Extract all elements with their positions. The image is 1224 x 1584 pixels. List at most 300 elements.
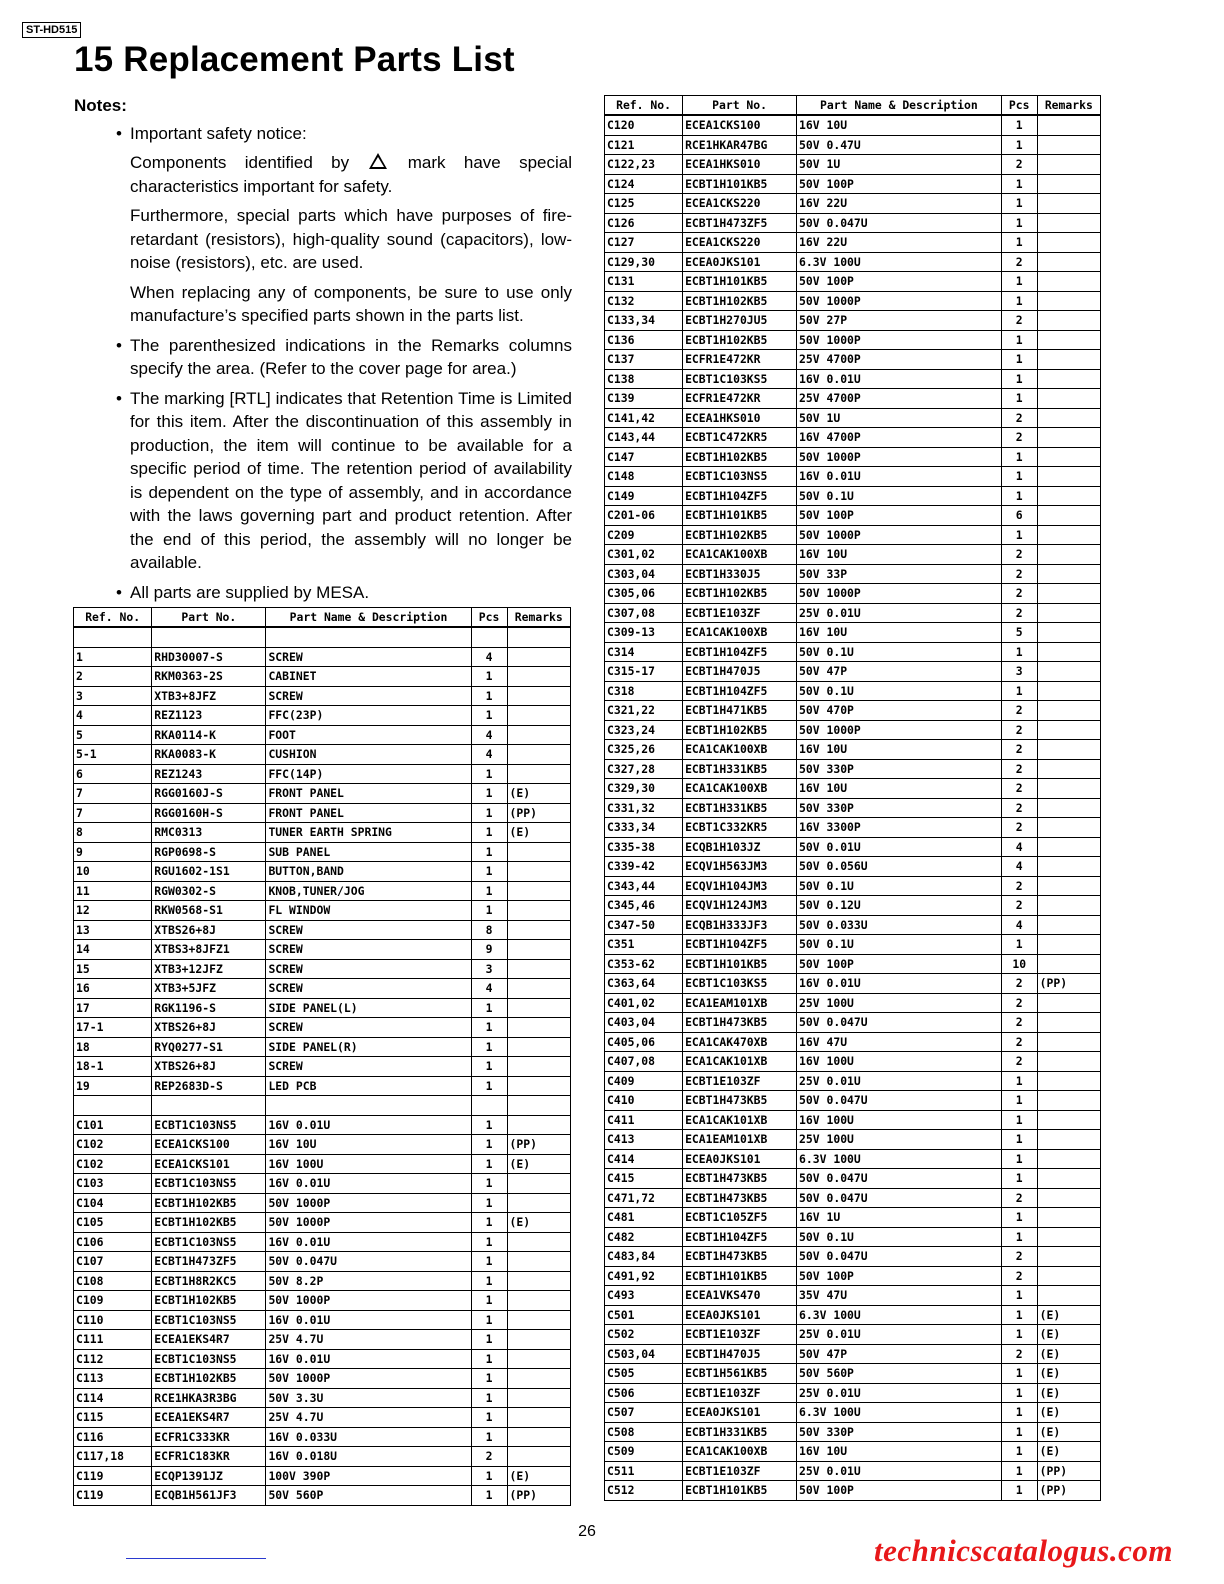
remarks-cell (1037, 272, 1100, 292)
table-row (605, 1305, 1101, 1325)
remarks-cell (507, 1388, 570, 1408)
description-cell: 6.3V 100U (797, 1403, 1002, 1423)
ref-cell: C116 (74, 1427, 152, 1447)
pcs-cell: 1 (471, 1018, 507, 1038)
ref-cell: C483,84 (605, 1247, 683, 1267)
remarks-cell (1037, 954, 1100, 974)
table-row (74, 1369, 571, 1389)
remarks-cell: (E) (1037, 1403, 1100, 1423)
table-row (605, 876, 1101, 896)
description-cell: 50V 330P (797, 798, 1002, 818)
part-no-cell: ECBT1H8R2KC5 (152, 1271, 266, 1291)
ref-cell: 1 (74, 647, 152, 667)
pcs-cell: 2 (1001, 155, 1037, 175)
pcs-cell: 1 (1001, 1403, 1037, 1423)
table-row (605, 1422, 1101, 1442)
remarks-cell (507, 1096, 570, 1116)
part-no-cell: XTB3+12JFZ (152, 959, 266, 979)
description-cell: 16V 1U (797, 1208, 1002, 1228)
description-cell: 16V 100U (797, 1110, 1002, 1130)
pcs-cell: 1 (471, 1076, 507, 1096)
part-no-cell: ECBT1H101KB5 (683, 1481, 797, 1501)
ref-cell: 11 (74, 881, 152, 901)
ref-cell: C113 (74, 1369, 152, 1389)
ref-cell: C110 (74, 1310, 152, 1330)
description-cell: 16V 10U (797, 545, 1002, 565)
pcs-cell: 5 (1001, 623, 1037, 643)
part-no-cell: ECBT1H102KB5 (683, 330, 797, 350)
safety-para-3: When replacing any of components, be sure to use only manufacture’s specified parts shown in the parts list. (130, 282, 572, 325)
remarks-cell: (E) (507, 1213, 570, 1233)
pcs-cell: 1 (1001, 1130, 1037, 1150)
pcs-cell: 1 (471, 1154, 507, 1174)
description-cell: 50V 0.047U (797, 213, 1002, 233)
ref-cell: C124 (605, 174, 683, 194)
remarks-cell (507, 1252, 570, 1272)
pcs-cell: 1 (471, 1193, 507, 1213)
table-row (74, 1135, 571, 1155)
pcs-cell: 1 (471, 862, 507, 882)
pcs-cell: 1 (1001, 1286, 1037, 1306)
description-cell: FRONT PANEL (266, 784, 471, 804)
remarks-cell (1037, 1091, 1100, 1111)
remarks-cell (507, 862, 570, 882)
table-row (74, 1232, 571, 1252)
pcs-cell: 4 (471, 745, 507, 765)
description-cell: 16V 0.01U (797, 467, 1002, 487)
remarks-cell: (E) (507, 1154, 570, 1174)
safety-para-2: Furthermore, special parts which have purposes of fire-retardant (resistors), high-quality sound (capacitors), low-noise (resistors), etc. are used. (130, 206, 572, 272)
description-cell: SCREW (266, 920, 471, 940)
ref-cell: C301,02 (605, 545, 683, 565)
remarks-cell (1037, 389, 1100, 409)
remarks-cell: (E) (1037, 1442, 1100, 1462)
ref-cell: C141,42 (605, 408, 683, 428)
ref-cell: C125 (605, 194, 683, 214)
description-cell (266, 1096, 471, 1116)
ref-cell: C105 (74, 1213, 152, 1233)
ref-cell: C104 (74, 1193, 152, 1213)
part-no-cell: ECEA1CKS100 (152, 1135, 266, 1155)
remarks-cell (1037, 1032, 1100, 1052)
description-cell: SIDE PANEL(L) (266, 998, 471, 1018)
ref-cell: 5-1 (74, 745, 152, 765)
table-row (74, 881, 571, 901)
pcs-cell: 4 (471, 647, 507, 667)
remarks-cell (1037, 1208, 1100, 1228)
table-row (74, 1096, 571, 1116)
table-row (605, 174, 1101, 194)
table-row (605, 1130, 1101, 1150)
ref-cell: C106 (74, 1232, 152, 1252)
ref-cell: C502 (605, 1325, 683, 1345)
table-row (74, 1174, 571, 1194)
remarks-cell (1037, 779, 1100, 799)
description-cell: 50V 560P (797, 1364, 1002, 1384)
part-no-cell: ECBT1H102KB5 (683, 720, 797, 740)
remarks-cell (1037, 818, 1100, 838)
ref-cell: C327,28 (605, 759, 683, 779)
notes-section (74, 94, 572, 610)
part-no-cell: ECQB1H333JF3 (683, 915, 797, 935)
table-row (74, 1057, 571, 1077)
description-cell: 50V 100P (797, 1266, 1002, 1286)
remarks-cell (507, 1408, 570, 1428)
table-row (605, 428, 1101, 448)
pcs-cell: 2 (1001, 1188, 1037, 1208)
table-row (74, 979, 571, 999)
pcs-cell: 3 (1001, 662, 1037, 682)
ref-cell: C351 (605, 935, 683, 955)
table-row (74, 1076, 571, 1096)
pcs-cell: 1 (1001, 447, 1037, 467)
pcs-cell: 1 (471, 1310, 507, 1330)
description-cell: 16V 0.018U (266, 1447, 471, 1467)
pcs-cell: 1 (471, 1466, 507, 1486)
pcs-cell: 1 (471, 1486, 507, 1506)
part-no-cell: ECA1EAM101XB (683, 1130, 797, 1150)
remarks-cell (507, 1174, 570, 1194)
ref-cell (74, 627, 152, 647)
description-cell: 25V 0.01U (797, 1071, 1002, 1091)
description-cell: 50V 1000P (266, 1213, 471, 1233)
pcs-cell: 2 (1001, 779, 1037, 799)
table-row (74, 1486, 571, 1506)
part-no-cell: ECA1CAK100XB (683, 545, 797, 565)
ref-cell: 15 (74, 959, 152, 979)
ref-cell: C481 (605, 1208, 683, 1228)
table-row (605, 467, 1101, 487)
remarks-cell (507, 1057, 570, 1077)
table-row (605, 369, 1101, 389)
remarks-cell: (E) (1037, 1422, 1100, 1442)
ref-cell: C491,92 (605, 1266, 683, 1286)
part-no-cell: RYQ0277-S1 (152, 1037, 266, 1057)
table-row (74, 1349, 571, 1369)
table-row (74, 940, 571, 960)
ref-cell: C347-50 (605, 915, 683, 935)
description-cell: 50V 1000P (797, 330, 1002, 350)
ref-cell: 3 (74, 686, 152, 706)
ref-cell: C315-17 (605, 662, 683, 682)
table-row (74, 706, 571, 726)
description-cell: 50V 0.047U (266, 1252, 471, 1272)
part-no-cell: ECA1CAK100XB (683, 623, 797, 643)
table-header-row (74, 608, 571, 628)
remarks-cell (1037, 681, 1100, 701)
part-no-cell: RGG0160J-S (152, 784, 266, 804)
pcs-cell: 1 (471, 881, 507, 901)
pcs-cell: 2 (1001, 974, 1037, 994)
ref-cell: C305,06 (605, 584, 683, 604)
pcs-cell: 2 (1001, 252, 1037, 272)
remarks-cell: (E) (1037, 1325, 1100, 1345)
remarks-cell (1037, 876, 1100, 896)
table-header-row (605, 96, 1101, 116)
pcs-cell: 1 (1001, 1461, 1037, 1481)
table-row (605, 155, 1101, 175)
table-row (605, 291, 1101, 311)
description-cell: SCREW (266, 1018, 471, 1038)
remarks-cell (1037, 759, 1100, 779)
table-row (74, 1427, 571, 1447)
part-no-cell: RKA0083-K (152, 745, 266, 765)
remarks-cell (1037, 369, 1100, 389)
description-cell: 50V 0.056U (797, 857, 1002, 877)
description-cell: SCREW (266, 1057, 471, 1077)
part-no-cell: ECBT1H470J5 (683, 662, 797, 682)
pcs-cell: 1 (471, 764, 507, 784)
ref-cell: C482 (605, 1227, 683, 1247)
pcs-cell: 1 (471, 803, 507, 823)
ref-cell: 18-1 (74, 1057, 152, 1077)
description-cell: 50V 0.01U (797, 837, 1002, 857)
remarks-cell (1037, 798, 1100, 818)
pcs-cell: 1 (1001, 194, 1037, 214)
footer-link-underline[interactable] (126, 1558, 266, 1559)
part-no-cell: ECBT1H102KB5 (683, 525, 797, 545)
description-cell: 16V 0.01U (266, 1174, 471, 1194)
remarks-cell (507, 1037, 570, 1057)
remarks-cell (1037, 740, 1100, 760)
ref-cell: C102 (74, 1135, 152, 1155)
ref-cell: C413 (605, 1130, 683, 1150)
description-cell: 50V 1000P (797, 720, 1002, 740)
pcs-cell: 1 (471, 667, 507, 687)
description-cell: 50V 0.047U (797, 1169, 1002, 1189)
ref-cell: C122,23 (605, 155, 683, 175)
ref-cell: 17 (74, 998, 152, 1018)
part-no-cell: XTB3+8JFZ (152, 686, 266, 706)
ref-cell: C148 (605, 467, 683, 487)
remarks-cell (1037, 1227, 1100, 1247)
ref-cell: C132 (605, 291, 683, 311)
pcs-cell: 1 (1001, 213, 1037, 233)
table-row (605, 1110, 1101, 1130)
table-row (605, 1325, 1101, 1345)
table-row (74, 1447, 571, 1467)
part-no-cell: RMC0313 (152, 823, 266, 843)
table-row (74, 823, 571, 843)
table-row (74, 725, 571, 745)
pcs-cell: 1 (1001, 1169, 1037, 1189)
part-no-cell: ECBT1C103NS5 (152, 1349, 266, 1369)
ref-cell: C137 (605, 350, 683, 370)
part-no-cell: REZ1243 (152, 764, 266, 784)
description-cell: 16V 0.01U (797, 369, 1002, 389)
table-row (605, 525, 1101, 545)
table-row (74, 1310, 571, 1330)
part-no-cell: ECBT1C332KR5 (683, 818, 797, 838)
ref-cell: C323,24 (605, 720, 683, 740)
pcs-cell: 2 (1001, 1344, 1037, 1364)
part-no-cell: ECA1EAM101XB (683, 993, 797, 1013)
ref-cell: 10 (74, 862, 152, 882)
part-no-cell: ECFR1C183KR (152, 1447, 266, 1467)
pcs-cell: 1 (1001, 1227, 1037, 1247)
ref-cell: C139 (605, 389, 683, 409)
description-cell: 50V 0.033U (797, 915, 1002, 935)
part-no-cell: ECEA1CKS101 (152, 1154, 266, 1174)
table-row (74, 764, 571, 784)
description-cell: 16V 47U (797, 1032, 1002, 1052)
ref-cell: C111 (74, 1330, 152, 1350)
table-row (605, 1032, 1101, 1052)
pcs-cell: 1 (1001, 525, 1037, 545)
description-cell: 50V 1000P (797, 584, 1002, 604)
header-name: Part Name & Description (266, 608, 471, 628)
description-cell: 25V 4700P (797, 389, 1002, 409)
table-row (605, 1227, 1101, 1247)
ref-cell: C414 (605, 1149, 683, 1169)
description-cell: 16V 10U (797, 115, 1002, 135)
remarks-cell (507, 764, 570, 784)
part-no-cell: ECBT1H104ZF5 (683, 486, 797, 506)
remarks-cell (507, 1427, 570, 1447)
part-no-cell: ECBT1H473ZF5 (152, 1252, 266, 1272)
table-row (605, 350, 1101, 370)
part-no-cell: ECQP1391JZ (152, 1466, 266, 1486)
pcs-cell: 9 (471, 940, 507, 960)
part-no-cell: ECEA1CKS220 (683, 233, 797, 253)
description-cell: 6.3V 100U (797, 252, 1002, 272)
table-row (605, 272, 1101, 292)
ref-cell: C329,30 (605, 779, 683, 799)
ref-cell (74, 1096, 152, 1116)
description-cell: 25V 4700P (797, 350, 1002, 370)
pcs-cell: 1 (1001, 291, 1037, 311)
pcs-cell: 1 (471, 901, 507, 921)
remarks-cell (1037, 1149, 1100, 1169)
ref-cell: C303,04 (605, 564, 683, 584)
remarks-cell (507, 1291, 570, 1311)
remarks-cell (1037, 1247, 1100, 1267)
part-no-cell (152, 627, 266, 647)
ref-cell: C511 (605, 1461, 683, 1481)
description-cell: 50V 0.047U (797, 1013, 1002, 1033)
remarks-cell (507, 627, 570, 647)
description-cell: 16V 22U (797, 194, 1002, 214)
part-no-cell: ECBT1H473KB5 (683, 1013, 797, 1033)
ref-cell: C411 (605, 1110, 683, 1130)
pcs-cell: 1 (471, 784, 507, 804)
part-no-cell: ECBT1H331KB5 (683, 798, 797, 818)
header-name: Part Name & Description (797, 96, 1002, 116)
part-no-cell: ECBT1H331KB5 (683, 759, 797, 779)
remarks-cell: (PP) (1037, 1481, 1100, 1501)
table-row (74, 998, 571, 1018)
ref-cell: C149 (605, 486, 683, 506)
parts-table-right (604, 95, 1101, 1501)
ref-cell: C345,46 (605, 896, 683, 916)
table-row (605, 389, 1101, 409)
remarks-cell (1037, 1130, 1100, 1150)
description-cell: 50V 3.3U (266, 1388, 471, 1408)
page-title: 15 Replacement Parts List (74, 40, 515, 79)
ref-cell: 6 (74, 764, 152, 784)
part-no-cell: RCE1HKAR47BG (683, 135, 797, 155)
pcs-cell: 1 (471, 1369, 507, 1389)
table-row (605, 818, 1101, 838)
remarks-cell (507, 979, 570, 999)
pcs-cell: 1 (1001, 467, 1037, 487)
part-no-cell: ECEA0JKS101 (683, 1403, 797, 1423)
description-cell: 16V 3300P (797, 818, 1002, 838)
description-cell: 16V 4700P (797, 428, 1002, 448)
part-no-cell: ECQV1H124JM3 (683, 896, 797, 916)
pcs-cell: 1 (471, 1427, 507, 1447)
remarks-cell (1037, 896, 1100, 916)
part-no-cell: ECFR1E472KR (683, 350, 797, 370)
table-row (605, 915, 1101, 935)
ref-cell: C112 (74, 1349, 152, 1369)
table-row (605, 233, 1101, 253)
ref-cell: C138 (605, 369, 683, 389)
table-row (605, 1383, 1101, 1403)
part-no-cell: ECA1CAK101XB (683, 1110, 797, 1130)
ref-cell: C493 (605, 1286, 683, 1306)
part-no-cell: RKM0363-2S (152, 667, 266, 687)
table-row (74, 647, 571, 667)
ref-cell: 12 (74, 901, 152, 921)
part-no-cell: ECBT1C103NS5 (683, 467, 797, 487)
table-row (74, 1271, 571, 1291)
remarks-cell: (E) (1037, 1364, 1100, 1384)
table-row (605, 584, 1101, 604)
remarks-cell (1037, 1286, 1100, 1306)
description-cell: 50V 560P (266, 1486, 471, 1506)
pcs-cell: 1 (471, 1135, 507, 1155)
description-cell: 16V 0.01U (266, 1310, 471, 1330)
part-no-cell: ECEA1CKS100 (683, 115, 797, 135)
part-no-cell: ECBT1H102KB5 (152, 1193, 266, 1213)
warning-triangle-icon (369, 153, 387, 169)
pcs-cell: 1 (471, 998, 507, 1018)
remarks-cell (507, 1115, 570, 1135)
ref-cell: C136 (605, 330, 683, 350)
remarks-cell (1037, 935, 1100, 955)
ref-cell: C501 (605, 1305, 683, 1325)
pcs-cell (471, 627, 507, 647)
description-cell: SCREW (266, 940, 471, 960)
part-no-cell: ECBT1H561KB5 (683, 1364, 797, 1384)
pcs-cell: 2 (1001, 1052, 1037, 1072)
remarks-cell (1037, 233, 1100, 253)
remarks-cell (1037, 1052, 1100, 1072)
remarks-cell (507, 842, 570, 862)
part-no-cell: RHD30007-S (152, 647, 266, 667)
part-no-cell: ECBT1H102KB5 (683, 584, 797, 604)
part-no-cell: ECBT1C103NS5 (152, 1174, 266, 1194)
part-no-cell: ECBT1C103KS5 (683, 974, 797, 994)
site-watermark: technicscatalogus.com (874, 1533, 1173, 1568)
ref-cell: C201-06 (605, 506, 683, 526)
remarks-cell: (E) (1037, 1344, 1100, 1364)
part-no-cell: ECBT1H101KB5 (683, 954, 797, 974)
part-no-cell: XTBS26+8J (152, 1018, 266, 1038)
pcs-cell: 1 (471, 706, 507, 726)
part-no-cell: ECBT1H470J5 (683, 1344, 797, 1364)
part-no-cell: RGK1196-S (152, 998, 266, 1018)
remarks-cell: (PP) (507, 1135, 570, 1155)
pcs-cell: 1 (1001, 1091, 1037, 1111)
description-cell: 50V 470P (797, 701, 1002, 721)
description-cell: TUNER EARTH SPRING (266, 823, 471, 843)
table-row (605, 506, 1101, 526)
part-no-cell: ECBT1H471KB5 (683, 701, 797, 721)
description-cell: SCREW (266, 979, 471, 999)
table-row (605, 1344, 1101, 1364)
